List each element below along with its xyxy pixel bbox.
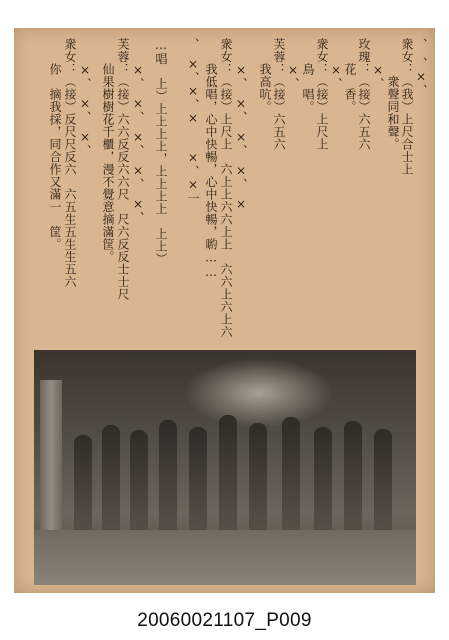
text-column: 你 摘我採，同合作又滿一 筐。 xyxy=(48,38,62,251)
performer-figure xyxy=(102,425,120,545)
text-column: 衆女：（我）上尺合士上 xyxy=(400,38,414,176)
text-column: ×、 xyxy=(371,38,385,90)
stage-performance-photo xyxy=(34,350,416,585)
stage-lights xyxy=(184,358,334,428)
text-column: 衆女：（接）反尺尺反六 六五生五生生五六 xyxy=(63,38,77,288)
text-column: ×、 ×、 ×、 xyxy=(78,38,92,157)
text-column: 、 ×、×、× ×、×一 xyxy=(186,38,200,205)
text-column: 我高吭。 xyxy=(258,38,272,113)
text-column: 芙蓉：（接）六五六 xyxy=(272,38,286,151)
text-column: ×、 ×、 ×、 ×、 × xyxy=(234,38,248,212)
performer-figure xyxy=(74,435,92,545)
performer-figure xyxy=(282,417,300,545)
text-column: 仙果樹樹花千櫃，漫不覺意摘滿筐。 xyxy=(101,38,115,263)
scanned-page xyxy=(14,28,435,593)
text-column: 花 香。 xyxy=(343,38,357,113)
text-column: 玫瑰：（接）六五六 xyxy=(357,38,371,151)
performer-figure xyxy=(249,423,267,545)
performer-figure xyxy=(314,427,332,545)
performer-figure xyxy=(344,421,362,545)
text-column: 鳥 唱。 xyxy=(301,38,315,113)
text-column: 衆女：（接）上尺上 六上上六六上上 六六上六上六 xyxy=(219,38,233,338)
text-column: ×、 ×、 ×、 ×、 ×、 xyxy=(131,38,145,224)
page-caption: 20060021107_P009 xyxy=(137,610,312,631)
text-column: 衆女：（接）上尺上 xyxy=(315,38,329,151)
text-column: 衆聲同和聲。 xyxy=(386,38,400,151)
performer-figure xyxy=(374,429,392,545)
text-column: …唱 上）上上上上，上上上上 上上） xyxy=(154,38,168,265)
text-column: 芙蓉：（接）六六反反六六尺 尺六反反士士尺 xyxy=(116,38,130,301)
stage-pillar xyxy=(40,380,62,550)
performer-figure xyxy=(130,430,148,545)
text-column: ×、 xyxy=(329,38,343,90)
text-column: 、 、×、 xyxy=(414,38,428,97)
performer-figure xyxy=(189,427,207,545)
text-column: 我低唱，心中快暢，心中快暢，喲…… xyxy=(204,38,218,280)
text-column: ×、 xyxy=(286,38,300,90)
performer-figure xyxy=(159,420,177,545)
performer-figure xyxy=(219,415,237,545)
stage-floor xyxy=(34,530,416,585)
